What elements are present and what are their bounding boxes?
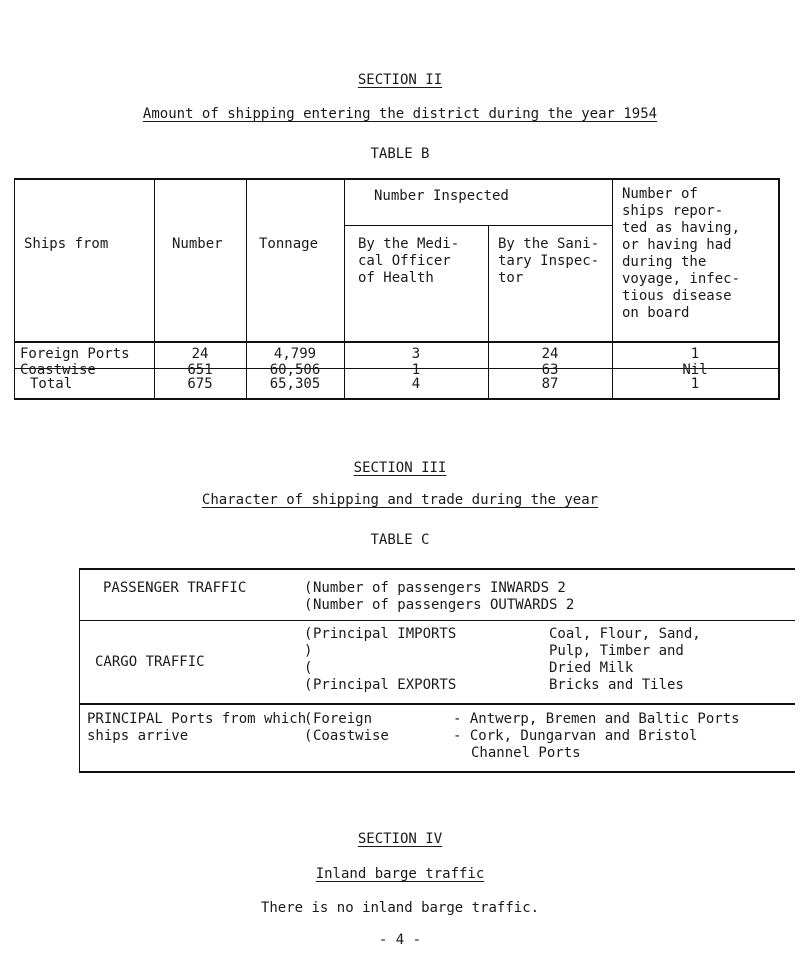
- section-heading-text: SECTION III: [353, 460, 447, 476]
- imports-value-3: Dried Milk: [549, 660, 634, 676]
- header-tonnage: Tonnage: [259, 236, 319, 252]
- section-subtitle-text: Inland barge traffic: [315, 866, 485, 882]
- header-by-sanitary: [498, 236, 599, 287]
- section-iii-subtitle: [0, 492, 800, 508]
- header-line: Number of: [622, 186, 698, 202]
- table-border-bottom: [14, 398, 780, 400]
- header-line: By the Medi-: [358, 236, 460, 252]
- row-divider-1: [79, 620, 795, 621]
- row-coastwise-number: 651: [187, 362, 213, 378]
- header-line: on board: [622, 305, 690, 321]
- section-iv-text: [0, 900, 800, 916]
- header-number: Number: [172, 236, 223, 252]
- table-border-top: [14, 178, 780, 180]
- table-c-label: [0, 532, 800, 548]
- row-total-reported: 1: [690, 376, 700, 392]
- coastwise-label: Coastwise: [313, 728, 389, 744]
- section-iv-subtitle: [0, 866, 800, 882]
- header-line: cal Officer: [358, 253, 451, 269]
- section-subtitle-text: Character of shipping and trade during the year: [201, 492, 599, 508]
- row-total-label: Total: [30, 376, 73, 392]
- row-total-sanitary: 87: [541, 376, 559, 392]
- row-divider-2: [79, 703, 795, 705]
- header-line: ships repor-: [622, 203, 724, 219]
- imports-value-1: Coal, Flour, Sand,: [549, 626, 701, 642]
- header-line: By the Sani-: [498, 236, 600, 252]
- row-total-tonnage: 65,305: [269, 376, 321, 392]
- section-ii-heading: [0, 72, 800, 88]
- section-heading-text: SECTION IV: [357, 831, 443, 847]
- header-number-inspected: Number Inspected: [374, 188, 509, 204]
- header-line: ted as having,: [622, 220, 741, 236]
- foreign-label: Foreign: [313, 711, 373, 727]
- table-label-text: TABLE B: [370, 146, 430, 162]
- body-text: There is no inland barge traffic.: [260, 900, 540, 916]
- header-line: of Health: [358, 270, 434, 286]
- header-line: tor: [498, 270, 524, 286]
- header-line: or having had: [622, 237, 732, 253]
- ports-label-2: ships arrive: [87, 728, 189, 744]
- row-foreign-sanitary: 24: [541, 346, 559, 362]
- header-reported: [622, 186, 740, 322]
- row-coastwise-reported: Nil: [682, 362, 708, 378]
- paren-open: (: [304, 597, 313, 613]
- table-border-bottom: [79, 771, 795, 773]
- imports-value-2: Pulp, Timber and: [549, 643, 684, 659]
- paren-open: (: [304, 728, 313, 744]
- passenger-inwards: Number of passengers INWARDS 2: [313, 580, 566, 596]
- section-heading-text: SECTION II: [357, 72, 443, 88]
- row-foreign-from: Foreign Ports: [20, 346, 130, 362]
- row-foreign-tonnage: 4,799: [273, 346, 317, 362]
- passenger-label: PASSENGER TRAFFIC: [103, 580, 247, 596]
- paren-open: (: [304, 677, 313, 693]
- paren-open: (: [304, 580, 313, 596]
- row-coastwise-sanitary: 63: [541, 362, 559, 378]
- col-line-left: [14, 178, 15, 400]
- row-foreign-number: 24: [191, 346, 209, 362]
- header-by-moh: [358, 236, 459, 287]
- section-iii-heading: [0, 460, 800, 476]
- table-b-label: [0, 146, 800, 162]
- coastwise-ports-value: - Cork, Dungarvan and Bristol: [453, 728, 698, 744]
- row-coastwise-tonnage: 60,506: [269, 362, 321, 378]
- coastwise-ports-value-2: Channel Ports: [471, 745, 581, 761]
- header-line: during the: [622, 254, 707, 270]
- header-divider: [14, 341, 780, 343]
- foreign-ports-value: - Antwerp, Bremen and Baltic Ports: [453, 711, 740, 727]
- section-ii-subtitle: [0, 106, 800, 122]
- inspected-divider: [344, 225, 612, 226]
- section-subtitle-text: Amount of shipping entering the district during the year 1954: [142, 106, 658, 122]
- header-line: voyage, infec-: [622, 271, 741, 287]
- ports-label-1: PRINCIPAL Ports from which: [87, 711, 307, 727]
- cargo-label: CARGO TRAFFIC: [95, 654, 205, 670]
- page-number-text: - 4 -: [378, 932, 422, 948]
- header-line: tary Inspec-: [498, 253, 600, 269]
- header-ships-from: Ships from: [24, 236, 109, 252]
- row-total-number: 675: [187, 376, 213, 392]
- paren-mid: (: [304, 660, 313, 676]
- header-line: tious disease: [622, 288, 732, 304]
- paren-mid: ): [304, 643, 313, 659]
- row-foreign-reported: 1: [690, 346, 700, 362]
- row-foreign-moh: 3: [411, 346, 421, 362]
- passenger-outwards: Number of passengers OUTWARDS 2: [313, 597, 575, 613]
- table-label-text: TABLE C: [370, 532, 430, 548]
- exports-value: Bricks and Tiles: [549, 677, 684, 693]
- table-c: [79, 568, 795, 773]
- imports-label: Principal IMPORTS: [313, 626, 457, 642]
- table-b: [14, 178, 780, 400]
- row-coastwise-from: Coastwise: [20, 362, 96, 378]
- paren-open: (: [304, 626, 313, 642]
- col-line-right: [778, 178, 780, 400]
- table-border-top: [79, 568, 795, 570]
- row-total-moh: 4: [411, 376, 421, 392]
- section-iv-heading: [0, 831, 800, 847]
- col-line-left: [79, 568, 80, 773]
- row-coastwise-moh: 1: [411, 362, 421, 378]
- exports-label: Principal EXPORTS: [313, 677, 457, 693]
- paren-open: (: [304, 711, 313, 727]
- page-number: [0, 932, 800, 948]
